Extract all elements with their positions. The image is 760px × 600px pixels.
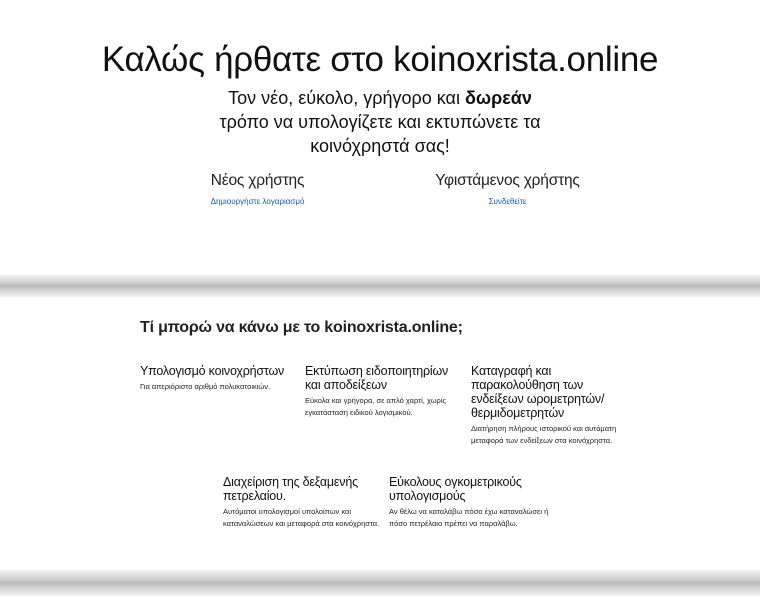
feature-item-meter-readings	[471, 364, 631, 447]
feature-desc: Αυτόματοι υπολογισμοί υπολοίπων και καταναλώσεων και μεταφορά στα κοινόχρηστα.	[223, 507, 380, 528]
feature-title: Διαχείριση της δεξαμενής πετρελαίου.	[223, 475, 358, 503]
feature-item-oil-tank	[223, 475, 383, 530]
existing-user-panel	[420, 172, 595, 209]
feature-title: Καταγραφή και παρακολούθηση των ενδείξεων ωρομετρητών/θερμιδομετρητών	[471, 364, 605, 420]
feature-item-printing	[305, 364, 460, 419]
section-divider-top	[0, 275, 760, 297]
hero-subtitle	[0, 86, 760, 158]
hero-subtitle-line3: κοινόχρηστά σας!	[310, 136, 450, 156]
section-divider-bottom	[0, 570, 760, 596]
feature-desc: Διατήρηση πλήρους ιστορικού και αυτόματη μεταφορά των ενδείξεων στα κοινόχρηστα.	[471, 424, 617, 445]
page-title: Καλώς ήρθατε στο koinoxrista.online	[101, 40, 659, 79]
hero-subtitle-prefix: Τον νέο, εύκολο, γρήγορο και	[228, 88, 465, 108]
feature-desc: Για απεριόριστο αριθμό πολυκατοικιών.	[140, 382, 271, 391]
create-account-link[interactable]: Δημιουργήστε λογαριασμό	[210, 197, 305, 206]
feature-item-calculation	[140, 364, 290, 393]
new-user-title: Νέος χρήστης	[210, 172, 305, 189]
features-heading: Τί μπορώ να κάνω με το koinoxrista.online;	[140, 319, 463, 336]
feature-desc: Αν θέλω να καταλάβω πόσο έχω καταναλώσει ή πόσο πετρέλαιο πρέπει να παραλάβω.	[389, 507, 549, 528]
feature-title: Εύκολους ογκομετρικούς υπολογισμούς	[389, 475, 522, 503]
feature-title: Υπολογισμό κοινοχρήστων	[140, 364, 285, 378]
feature-title: Εκτύπωση ειδοποιητηρίων και αποδείξεων	[305, 364, 449, 392]
hero-subtitle-line1	[0, 86, 760, 110]
existing-user-title: Υφιστάμενος χρήστης	[435, 172, 580, 189]
feature-desc: Εύκολα και γρήγορα, σε απλό χαρτί, χωρίς εγκατάσταση ειδικού λογισμικού.	[305, 396, 447, 417]
new-user-panel	[170, 172, 345, 209]
hero-subtitle-free: δωρεάν	[464, 88, 532, 108]
hero-subtitle-line2: τρόπο να υπολογίζετε και εκτυπώνετε τα	[219, 112, 541, 132]
feature-item-volumetric	[389, 475, 554, 530]
login-link[interactable]: Συνδεθείτε	[488, 197, 527, 206]
